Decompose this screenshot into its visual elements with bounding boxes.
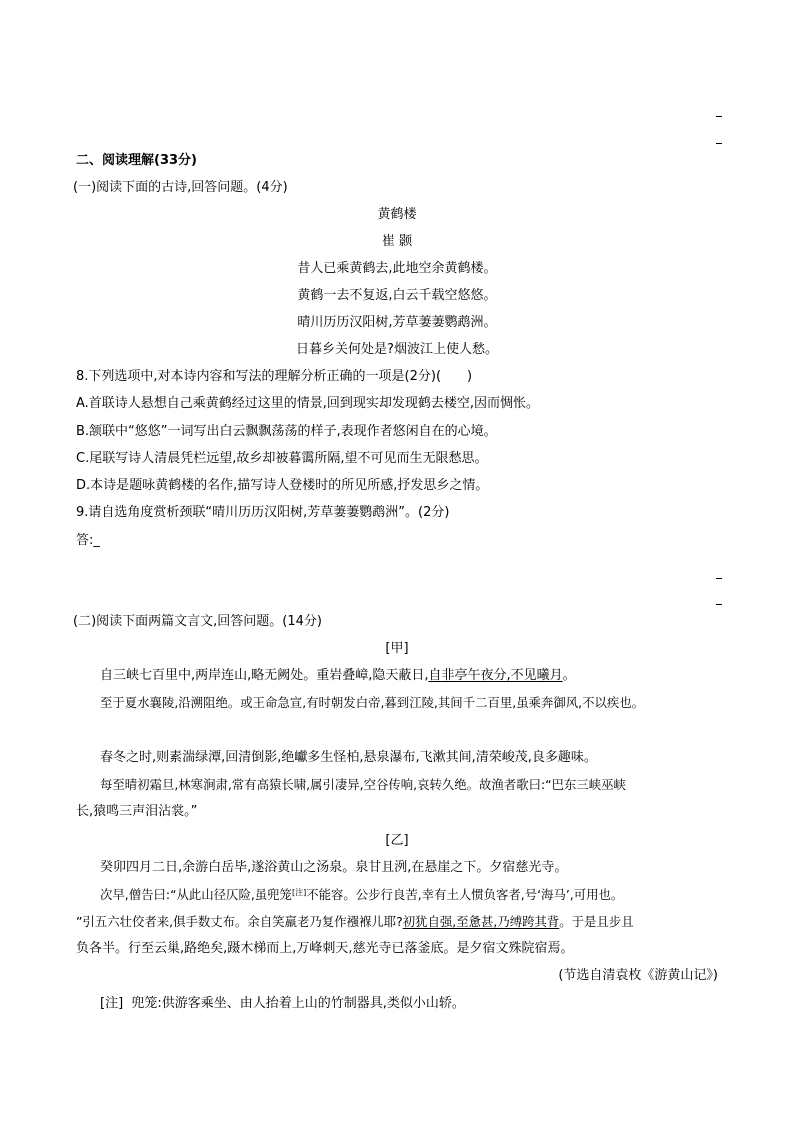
footnote [100,995,465,1013]
question-9: 9.请自选角度赏析颈联“晴川历历汉阳树,芳草萋萋鹦鹉洲”。(2分) [76,505,450,520]
yi-p2-l2-text-a: ”引五六壮佼者来,俱手数丈布。余自笑羸老乃复作襁褓儿耶? [76,914,403,929]
jia-p1-end: 。 [562,668,576,683]
poem-author: 崔 颢 [381,234,413,249]
yi-p2-text-a: 次早,僧告曰:“从此山径仄险,虽兜笼 [100,887,292,902]
question-8-stem: 8.下列选项中,对本诗内容和写法的理解分析正确的一项是(2分)( ) [76,369,473,384]
yi-p2-text-b: 不能容。公步行良苦,幸有土人惯负客者,号‘海马’,可用也。 [306,887,624,902]
answer-label: 答:_ [76,533,100,548]
jia-paragraph-4-line-1: 每至晴初霜旦,林寒涧肃,常有高猿长啸,属引凄异,空谷传响,哀转久绝。故渔者歌曰:“巴东三峡巫峡 [100,777,626,792]
margin-dash-1 [716,116,722,117]
footnote-text: 兜笼:供游客乘坐、由人抬着上山的竹制器具,类似小山轿。 [131,996,465,1011]
margin-dash-4 [716,604,722,605]
poem-line-1: 昔人已乘黄鹤去,此地空余黄鹤楼。 [297,261,497,276]
jia-p1-text: 自三峡七百里中,两岸连山,略无阙处。重岩叠嶂,隐天蔽日, [100,668,429,683]
passage-jia-label: [甲] [385,641,409,656]
margin-dash-2 [716,143,722,144]
yi-paragraph-2-line-3: 负各半。行至云巢,路绝矣,蹑木梯而上,万峰刺天,慈光寺已落釜底。是夕宿文殊院宿焉。 [76,941,574,956]
margin-dash-3 [716,578,722,579]
jia-paragraph-2: 至于夏水襄陵,沿溯阻绝。或王命急宣,有时朝发白帝,暮到江陵,其间千二百里,虽乘奔御风,不以疾也。 [100,695,645,710]
footnote-label: [注] [100,996,124,1011]
jia-paragraph-4-line-2: 长,猿鸣三声泪沾裳。” [76,804,198,819]
passage-source: (节选自清袁枚《游黄山记》) [558,968,718,983]
question-8-option-c: C.尾联写诗人清晨凭栏远望,故乡却被暮霭所隔,望不可见而生无限愁思。 [76,451,488,466]
poem-line-3: 晴川历历汉阳树,芳草萋萋鹦鹉洲。 [297,315,497,330]
jia-paragraph-3: 春冬之时,则素湍绿潭,回清倒影,绝巘多生怪柏,悬泉瀑布,飞漱其间,清荣峻茂,良多趣味。 [100,750,597,765]
section-title: 二、阅读理解(33分) [76,153,197,168]
yi-paragraph-2-line-2 [76,913,634,931]
question-8-option-b: B.颔联中“悠悠”一词写出白云飘飘荡荡的样子,表现作者悠闲自在的心境。 [76,424,497,439]
jia-p1-underlined: 自非亭午夜分,不见曦月 [428,668,563,683]
part2-intro: (二)阅读下面两篇文言文,回答问题。(14分) [73,614,322,629]
footnote-mark: [注] [291,888,307,897]
poem-line-4: 日暮乡关何处是?烟波江上使人愁。 [296,342,498,357]
poem-title: 黄鹤楼 [377,207,417,222]
poem-line-2: 黄鹤一去不复返,白云千载空悠悠。 [297,288,497,303]
yi-paragraph-1: 癸卯四月二日,余游白岳毕,遂浴黄山之汤泉。泉甘且洌,在悬崖之下。夕宿慈光寺。 [100,860,568,875]
part1-intro: (一)阅读下面的古诗,回答问题。(4分) [73,180,288,195]
yi-paragraph-2-line-1 [100,886,623,904]
passage-yi-label: [乙] [385,833,409,848]
question-8-option-d: D.本诗是题咏黄鹤楼的名作,描写诗人登楼时的所见所感,抒发思乡之情。 [76,478,489,493]
yi-p2-underlined: 初犹自强,至惫甚,乃缚跨其背 [402,914,560,929]
yi-p2-l2-text-b: 。于是且步且 [559,914,634,929]
jia-paragraph-1 [100,667,576,685]
question-8-option-a: A.首联诗人悬想自己乘黄鹤经过这里的情景,回到现实却发现鹤去楼空,因而惆怅。 [76,396,540,411]
